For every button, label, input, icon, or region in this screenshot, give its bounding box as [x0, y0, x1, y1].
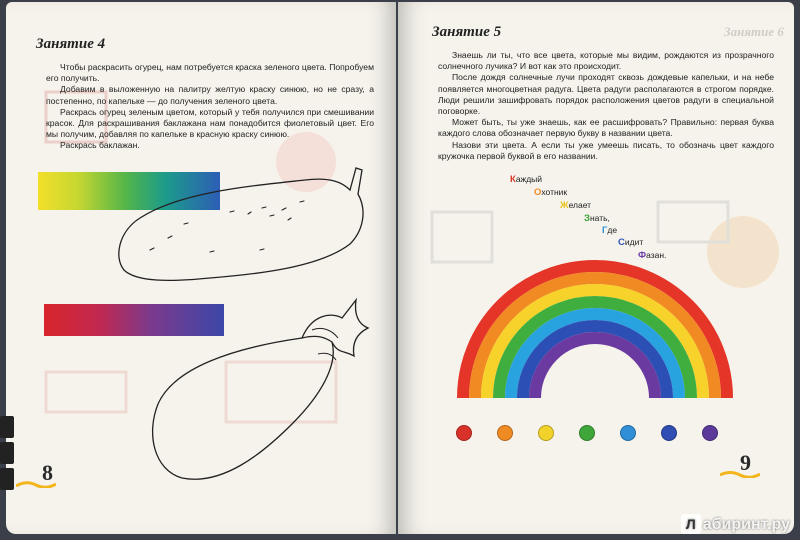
color-dot: [661, 425, 677, 441]
paragraph: Чтобы раскрасить огурец, нам потребуется краска зеленого цвета. Попробуем его получить.: [46, 62, 374, 84]
page-heading: Занятие 5: [432, 24, 502, 40]
color-dot: [456, 425, 472, 441]
color-dot: [497, 425, 513, 441]
mnemonic-word-rest: елает: [568, 200, 592, 210]
watermark: [681, 514, 790, 534]
mnemonic-word: [510, 174, 542, 185]
mnemonic-word: [602, 225, 617, 236]
color-dot: [702, 425, 718, 441]
mnemonic-word-rest: де: [607, 225, 618, 235]
rainbow-illustration: [450, 260, 740, 400]
mnemonic-word-rest: нать,: [589, 213, 610, 223]
mnemonic-initial: С: [618, 237, 625, 248]
binder-clip: [0, 416, 14, 438]
mnemonic-initial: Ф: [638, 250, 647, 261]
mnemonic-initial: К: [510, 174, 516, 185]
mnemonic-word: [584, 213, 610, 224]
mnemonic-initial: Г: [602, 225, 608, 236]
paragraph: Может быть, ты уже знаешь, как ее расшифровать? Правильно: первая буква каждого слова обозначает первую букву в названии цвета.: [438, 117, 774, 139]
mnemonic-initial: З: [584, 213, 590, 224]
eggplant-outline: [142, 294, 382, 494]
mnemonic-word: [560, 200, 591, 211]
instructions-text: [46, 62, 374, 152]
mnemonic-word-rest: азан.: [646, 250, 667, 260]
mnemonic-initial: О: [534, 187, 542, 198]
right-page: [398, 2, 794, 534]
mnemonic-word-rest: идит: [624, 237, 644, 247]
paragraph: Назови эти цвета. А если ты уже умеешь писать, то обозначь цвет каждого кружочка первой буквой в его названии.: [438, 139, 774, 161]
page-heading: Занятие 4: [36, 36, 106, 52]
color-dot: [579, 425, 595, 441]
page-number: 9: [740, 450, 751, 475]
paragraph: Раскрась огурец зеленым цветом, который у тебя получился при смешивании красок. Для раскрашивания баклажана нам понадобится фиолетовый цвет. Его мы получим, добавляя по капельке в красную краску синюю.: [46, 106, 374, 140]
paragraph: После дождя солнечные лучи проходят сквозь дождевые капельки, и на небе появляется многоцветная радуга. Цвета радуги располагаются в строгом порядке. Люди решили зашифровать порядок расположения цветов радуги в специальной поговорке.: [438, 72, 774, 117]
color-dot: [620, 425, 636, 441]
mnemonic-word: [618, 237, 643, 248]
bleed-through-heading: Занятие 6: [724, 24, 784, 39]
watermark-logo: Л: [681, 514, 701, 534]
left-page: [6, 2, 396, 534]
page-number: 8: [42, 460, 53, 485]
binder-clip: [0, 468, 14, 490]
binder-clip: [0, 442, 14, 464]
color-dot: [538, 425, 554, 441]
cucumber-outline: [110, 162, 370, 292]
mnemonic-initial: Ж: [560, 200, 569, 211]
watermark-text: абиринт.ру: [702, 516, 790, 533]
mnemonic-word: [534, 187, 567, 198]
paragraph: Добавим в выложенную на палитру желтую краску синюю, но не сразу, а постепенно, по капельке — до получения зеленого цвета.: [46, 84, 374, 106]
mnemonic-word-rest: аждый: [515, 174, 543, 184]
paragraph: Раскрась баклажан.: [60, 140, 140, 151]
paragraph: Знаешь ли ты, что все цвета, которые мы видим, рождаются из прозрачного солнечного лучика? И вот как это происходит.: [438, 50, 774, 72]
lesson-text: [438, 50, 774, 162]
mnemonic-word-rest: хотник: [541, 187, 568, 197]
